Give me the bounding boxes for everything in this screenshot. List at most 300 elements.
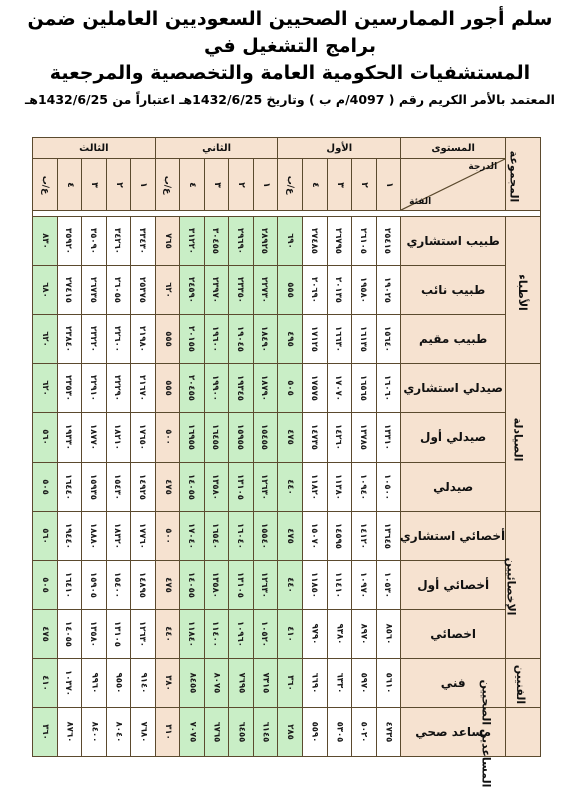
salary-value: ٦٣٣٠ [334,672,345,694]
salary-value: ٣٠٤٥٥ [210,228,221,255]
salary-value: ١٣١٠٥ [112,620,123,647]
salary-cell [327,511,352,560]
table-row [33,609,541,658]
salary-cell [303,217,328,266]
salary-cell [253,658,278,707]
salary-value: ٥٠٠ [162,429,173,446]
group-header-label: المجموعة [507,150,521,202]
salary-value: ٣٥٩٢٠ [63,228,74,255]
salary-cell [229,266,254,315]
salary-cell [131,707,156,756]
salary-cell [155,511,180,560]
salary-cell [106,560,131,609]
salary-value: ١٠٩٧٠ [357,571,368,598]
salary-value: ٤٧٣٥ [383,721,394,743]
category-label: الفئة [409,197,432,208]
salary-cell [229,511,254,560]
salary-cell [303,364,328,413]
salary-value: ٨٠٤٠ [113,721,124,743]
salary-cell [204,511,229,560]
salary-cell [376,413,401,462]
salary-value: ٥٠٥ [285,380,296,397]
step-header [155,159,180,211]
salary-cell [33,560,58,609]
table-row [33,707,541,756]
job-title: طبيب استشاري [401,217,506,266]
salary-cell [106,364,131,413]
salary-value: ٢٣٢٢٠ [87,326,98,353]
salary-cell [327,364,352,413]
salary-cell [57,609,82,658]
salary-cell [33,217,58,266]
salary-cell [303,266,328,315]
salary-cell [278,364,303,413]
salary-value: ١١٨٢٠ [308,473,319,500]
salary-value: ٨٤٠٠ [88,721,99,743]
salary-value: ١٤٩٢٥ [136,473,147,500]
salary-cell [376,315,401,364]
salary-value: ٨٤٥٥ [187,672,198,694]
step-label: ع/ب [162,175,173,194]
salary-cell [278,462,303,511]
salary-cell [180,315,205,364]
salary-value: ١٦٠٤٠ [234,522,245,549]
salary-cell [82,462,107,511]
step-label: ١ [137,181,148,188]
header-row-levels [33,138,541,159]
salary-cell [204,364,229,413]
salary-value: ١٤٨٩٥ [136,571,147,598]
salary-value: ٢٧٤٨٥ [308,228,319,255]
salary-cell [180,511,205,560]
salary-cell [33,609,58,658]
salary-value: ٣٦٠ [285,675,296,691]
salary-cell [131,658,156,707]
salary-cell [106,462,131,511]
salary-value: ٥٠٥ [39,478,50,495]
salary-value: ٤٧٥ [162,576,173,593]
salary-value: ٨٣٠ [39,233,50,249]
step-label: ١ [260,181,271,188]
salary-value: ٦١٤٥ [260,721,271,743]
salary-cell [229,364,254,413]
step-label: ع/ب [285,175,296,194]
salary-value: ٥٠٠ [162,527,173,544]
salary-cell [327,217,352,266]
group-name-cell [506,217,541,364]
salary-cell [155,217,180,266]
salary-cell [131,315,156,364]
salary-cell [106,413,131,462]
salary-value: ١٦٤٤٠ [63,473,74,500]
salary-value: ١٠٥٠٠ [382,473,393,500]
salary-cell [131,364,156,413]
salary-value: ١٨٧٩٠ [259,375,270,402]
salary-value: ٢٣٨٤٠ [63,326,74,353]
salary-cell [327,462,352,511]
salary-cell [303,658,328,707]
salary-cell [82,658,107,707]
step-header [180,159,205,211]
group-name-cell [506,364,541,511]
salary-value: ١٩٦٠٠ [210,326,221,353]
salary-cell [33,462,58,511]
group-name-cell [506,511,541,658]
salary-value: ٢١٩٨٠ [136,326,147,353]
step-header [278,159,303,211]
salary-cell [204,609,229,658]
job-title: مساعد صحي [401,707,506,756]
salary-value: ٢٠٤٥٥ [185,375,196,402]
salary-value: ٥٥٩٠ [309,721,320,743]
salary-value: ٢٢٢٩٠ [112,375,123,402]
salary-cell [106,315,131,364]
salary-cell [253,560,278,609]
salary-value: ٣٦٠ [39,724,50,740]
salary-value: ٦٤٥٥ [236,721,247,743]
salary-value: ٦٨٠ [39,282,50,299]
salary-cell [278,266,303,315]
salary-value: ١٦٤١٠ [63,571,74,598]
salary-value: ١٨٤٩٠ [259,326,270,353]
salary-cell [82,707,107,756]
salary-value: ١١٨٤٠ [185,620,196,647]
salary-value: ١٦٦٣٠ [333,326,344,353]
step-header [376,159,401,211]
table-row [33,511,541,560]
salary-value: ١٨٧٧٠ [87,424,98,451]
salary-cell [131,609,156,658]
step-header [253,159,278,211]
salary-value: ٣١٢٢٠ [185,228,196,255]
job-title: أخصائي أول [401,560,506,609]
salary-value: ٩٣٨٠ [334,623,345,645]
salary-cell [376,560,401,609]
salary-value: ٤١٠ [285,625,296,642]
salary-cell [253,707,278,756]
salary-cell [229,217,254,266]
salary-value: ٤٩٥ [285,331,296,348]
table-row [33,217,541,266]
step-header [303,159,328,211]
salary-value: ١٧٥٧٥ [308,375,319,402]
salary-cell [376,266,401,315]
salary-value: ٢٩٦٩٠ [234,228,245,255]
salary-cell [303,707,328,756]
salary-value: ٤٤٠ [285,478,296,495]
salary-cell [253,266,278,315]
salary-cell [33,707,58,756]
salary-value: ١٤٠٥٥ [185,571,196,598]
level-name: الثالث [33,138,156,159]
salary-cell [303,609,328,658]
salary-value: ١٦٤٥٥ [210,424,221,451]
salary-cell [131,511,156,560]
salary-value: ٢١٦٧٠ [136,375,147,402]
salary-cell [131,266,156,315]
salary-cell [229,658,254,707]
salary-value: ٣٤٢٦٠ [112,228,123,255]
salary-value: ١٧٠٧٠ [333,375,344,402]
salary-cell [57,707,82,756]
salary-cell [57,413,82,462]
step-label: ٣ [334,181,345,188]
salary-cell [180,707,205,756]
level-name: الأول [278,138,401,159]
job-title: صيدلي أول [401,413,506,462]
salary-cell [376,707,401,756]
title-line-1: سلم أجور الممارسين الصحيين السعوديين العاملين ضمن برامج التشغيل في [27,8,553,57]
salary-cell [229,413,254,462]
salary-cell [229,609,254,658]
step-header [131,159,156,211]
salary-cell [33,315,58,364]
salary-value: ١١٣٨٠ [333,473,344,500]
salary-value: ١٥٥٤٠ [259,522,270,549]
job-title: صيدلي استشاري [401,364,506,413]
salary-value: ٢٠١٣٥ [333,277,344,304]
salary-cell [204,315,229,364]
salary-cell [82,315,107,364]
salary-value: ١٨٨٨٠ [87,522,98,549]
salary-cell [106,609,131,658]
salary-value: ٧٠٧٥ [187,721,198,743]
salary-cell [106,658,131,707]
salary-cell [33,413,58,462]
salary-cell [303,511,328,560]
salary-cell [155,462,180,511]
salary-cell [253,511,278,560]
salary-cell [376,364,401,413]
step-label: ٤ [309,181,320,188]
salary-cell [82,217,107,266]
salary-cell [327,413,352,462]
salary-value: ٢٦٧٣٥ [87,277,98,304]
salary-cell [229,315,254,364]
salary-value: ٢٦٧٩٥ [333,228,344,255]
salary-value: ٤٤٠ [162,625,173,642]
salary-value: ٦٢٠ [162,282,173,299]
salary-cell [204,266,229,315]
salary-value: ١١٤٠٠ [210,620,221,647]
job-title: اخصائي [401,609,506,658]
salary-value: ٢٢٦٠٠ [112,326,123,353]
salary-value: ٧٦٩٥ [236,672,247,694]
salary-cell [376,609,401,658]
category-grade-corner [401,159,506,211]
salary-cell [180,413,205,462]
table-row [33,462,541,511]
salary-value: ١٦٠٦٠ [382,375,393,402]
salary-value: ١١٨٥٠ [308,571,319,598]
salary-cell [33,511,58,560]
salary-value: ١٥٠٧٠ [308,522,319,549]
salary-value: ١٥٦٤٠ [382,326,393,353]
salary-value: ١٣١٠٥ [234,571,245,598]
salary-cell [278,217,303,266]
salary-value: ١٠٥٢٠ [259,620,270,647]
salary-cell [278,315,303,364]
salary-value: ١٣١٠٥ [234,473,245,500]
salary-cell [57,217,82,266]
salary-value: ٨٧٦٠ [64,721,75,743]
salary-cell [327,707,352,756]
salary-cell [57,315,82,364]
salary-value: ٥٠٢٠ [358,721,369,743]
salary-value: ١٧٠٤٠ [185,522,196,549]
decree-subtitle: المعتمد بالأمر الكريم رقم ( 4097/م ب ) وتاريخ 1432/6/25هـ اعتباراً من 1432/6/25هـ [25,92,555,107]
salary-value: ١٤٧٣٥ [308,424,319,451]
salary-value: ٩٥٥٠ [113,672,124,694]
salary-cell [180,609,205,658]
salary-cell [57,658,82,707]
salary-table [32,137,541,788]
salary-value: ١٠٥٣٠ [382,571,393,598]
step-label: ٤ [187,181,198,188]
step-header [204,159,229,211]
salary-cell [33,658,58,707]
salary-cell [82,266,107,315]
group-header [506,138,541,211]
salary-value: ١٠٣٧٠ [63,669,74,696]
salary-cell [106,707,131,756]
salary-value: ٣٨٠ [162,675,173,691]
salary-value: ٢٦٠٥٥ [112,277,123,304]
job-title: طبيب مقيم [401,315,506,364]
salary-cell [155,364,180,413]
salary-value: ١٦١٣٥ [357,326,368,353]
salary-cell [253,217,278,266]
step-label: ع/ب [39,175,50,194]
step-label: ٣ [88,181,99,188]
salary-value: ١٣٧٨٥ [357,424,368,451]
salary-cell [204,462,229,511]
salary-cell [327,266,352,315]
salary-value: ٤٧٥ [285,429,296,446]
table-row [33,560,541,609]
salary-cell [57,560,82,609]
title-line-2: المستشفيات الحكومية العامة والتخصصية والمرجعية [49,62,531,84]
salary-cell [106,266,131,315]
salary-value: ٤١٠ [39,675,50,691]
salary-value: ٥٦٠ [39,429,50,446]
salary-cell [253,315,278,364]
salary-cell [229,560,254,609]
job-title: صيدلي [401,462,506,511]
salary-value: ٩٧٩٠ [309,623,320,645]
salary-value: ٥٦١٠ [383,672,394,694]
salary-cell [57,364,82,413]
salary-cell [82,413,107,462]
salary-value: ٤٤٠ [285,576,296,593]
salary-value: ١٥٤٥٥ [259,424,270,451]
salary-cell [327,560,352,609]
salary-value: ٥٦٠ [39,527,50,544]
salary-value: ١٥٩٥٥ [234,424,245,451]
salary-cell [327,315,352,364]
salary-value: ١٧٦٥٠ [136,424,147,451]
salary-value: ١٥٤٠٠ [112,571,123,598]
salary-cell [33,266,58,315]
step-header [229,159,254,211]
group-name: الأطباء [515,273,529,311]
salary-cell [155,315,180,364]
salary-value: ١٨٢١٠ [112,424,123,451]
group-name: المساعدين الصحيين [479,680,493,788]
salary-value: ٢٣٩٧٠ [210,277,221,304]
salary-cell [180,560,205,609]
salary-value: ٦٢٠ [39,380,50,397]
group-name-cell [506,658,541,707]
table-row [33,413,541,462]
salary-value: ١٠٩٦٠ [234,620,245,647]
salary-cell [303,560,328,609]
step-label: ٣ [211,181,222,188]
salary-cell [303,462,328,511]
salary-value: ٢٧٤١٥ [63,277,74,304]
salary-value: ٤٧٥ [162,478,173,495]
salary-cell [155,560,180,609]
salary-cell [180,364,205,413]
salary-cell [229,707,254,756]
salary-value: ٢٤٥٩٠ [185,277,196,304]
salary-cell [278,413,303,462]
job-title: فني [401,658,506,707]
salary-value: ٤٧٥ [285,527,296,544]
salary-cell [155,609,180,658]
salary-value: ٢٣٥٣٠ [63,375,74,402]
header-row-steps [33,159,541,211]
salary-cell [131,462,156,511]
salary-value: ١٢٦٣٠ [259,571,270,598]
salary-value: ١٩٠٤٥ [234,326,245,353]
level-name: الثاني [155,138,278,159]
table-row [33,364,541,413]
salary-value: ٢٨٩٢٥ [259,228,270,255]
salary-value: ١٩٠٢٥ [382,277,393,304]
salary-cell [82,511,107,560]
salary-value: ٢٥٣٧٥ [136,277,147,304]
salary-cell [131,560,156,609]
salary-cell [57,266,82,315]
salary-cell [303,413,328,462]
salary-value: ١٦٩٥٥ [185,424,196,451]
group-name: الصيادلة [511,417,525,462]
salary-cell [352,511,377,560]
table-row [33,658,541,707]
salary-value: ١٦٥٤٠ [210,522,221,549]
salary-value: ٢٥٤١٥ [382,228,393,255]
salary-value: ٢٢٧٣٠ [259,277,270,304]
salary-cell [131,217,156,266]
salary-cell [303,315,328,364]
salary-cell [352,658,377,707]
table-row [33,266,541,315]
page-title [0,6,580,87]
salary-value: ١٢٦٣٠ [136,620,147,647]
salary-value: ٤٧٥ [39,625,50,642]
salary-cell [376,511,401,560]
salary-value: ١٤١٢٠ [357,522,368,549]
salary-value: ١٦٥٦٥ [357,375,368,402]
salary-cell [82,609,107,658]
salary-value: ١٤٢٦٠ [333,424,344,451]
salary-value: ١٩٥٨٠ [357,277,368,304]
salary-cell [352,413,377,462]
salary-value: ٩٩٦٠ [88,672,99,694]
salary-cell [155,658,180,707]
salary-value: ١٥٩٠٥ [87,571,98,598]
